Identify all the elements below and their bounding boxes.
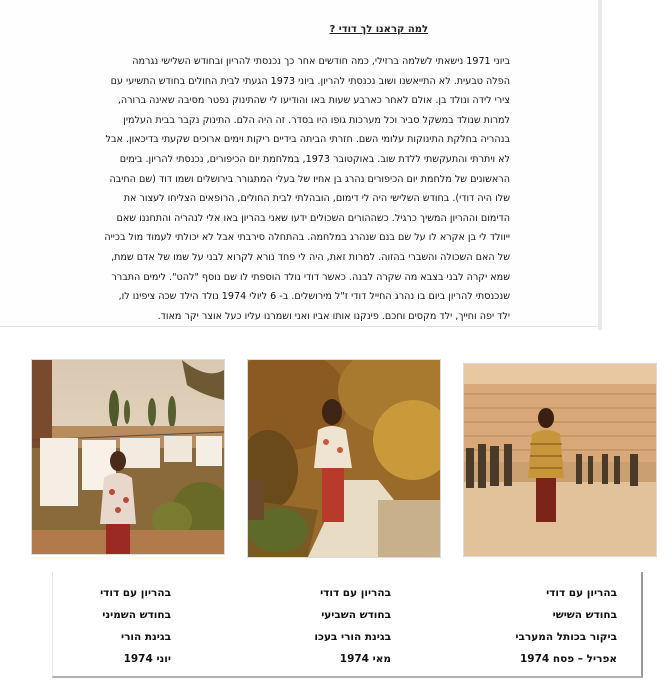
caption-line: בהריון עם דודי: [546, 587, 617, 599]
letter-line: בנהריה בחלקת התינוקות עלומי השם. חזרתי הביתה בידיים ריקות וימים ארוכים שקעתי בדיכאון. אבל: [105, 134, 510, 146]
caption-photo-western-wall: [515, 582, 617, 670]
caption-line: בחודש השישי: [552, 609, 617, 621]
caption-line: אפריל – פסח 1974: [519, 653, 617, 665]
letter-line: של האם השכולה והשברי בהזוה. למרות זאת, היה לי פחד נורא לקרוא לבני על שמו של אדם שמת,: [111, 251, 510, 263]
letter-line: לא ויתרתי והתעקשתי ללדת שוב. באוקטובר 1973, במלחמת יום הכיפורים, נכנסתי להריון. בימים: [119, 153, 510, 165]
caption-photo-garden-path: [314, 582, 391, 670]
page-edge-shadow: [598, 0, 602, 330]
caption-line: מאי 1974: [339, 653, 391, 665]
caption-line: בהריון עם דודי: [100, 587, 171, 599]
photo-garden-path: [248, 360, 440, 557]
letter-line: ילד יפה וחייך, ילד מקסים וחכם. פינקנו אותו אביו ואני ושמרנו עליו כעל אוצר יקר מאוד.: [157, 310, 510, 322]
caption-line: בחודש השביעי: [321, 609, 391, 621]
letter-title: למה קראנו לך דודי ?: [329, 24, 428, 35]
caption-line: יוני 1974: [123, 653, 171, 665]
letter-line: הראשונים של מלחמת יום הכיפורים נהרג בן אחיו של בעלי המתגורר בירושלים ושמו דוד (שם החיבה: [109, 173, 510, 185]
caption-line: בגינת הורי: [120, 631, 171, 643]
letter-line: שנכנסתי להריון ביום בו נהרג החייל דודי ז"ל מירושלים. ב- 6 ליולי 1974 נולד הילד שכה ציפינו לו,: [118, 291, 510, 303]
letter-line: ביוני 1971 נישאתי לשלמה ברזילי, כמה חודשים אחר כך נכנסתי להריון ובחודש השלישי נגרמה: [132, 56, 510, 67]
caption-line: בחודש השמיני: [102, 609, 171, 621]
letter-line: הדימום וההריון המשיך כרגיל. כשההורים השכולים ידעו שאני בהריון באו אלי לנהריה והתחננו שאם: [116, 212, 510, 224]
photo-western-wall: [464, 364, 656, 556]
caption-line: ביקור בכותל המערבי: [515, 631, 617, 643]
letter-line: למרות שנולד במשקל סביר וכל מערכות גופו היו בסדר. זה היה הלם. התינוק נקבר בבית העלמין: [123, 114, 510, 126]
caption-photo-garden-laundry: [100, 582, 171, 670]
caption-line: בהריון עם דודי: [320, 587, 391, 599]
letter-line: צירי לידה ונולד בן. אולם לאחר כארבע שעות באו והודיעו לי שהתינוק נפטר מסיבה שאינה ברורה,: [117, 95, 510, 107]
letter-body: [80, 52, 510, 326]
photo-garden-laundry: [32, 360, 224, 554]
caption-line: בגינת הורי בעכו: [314, 631, 391, 643]
photo-captions-panel: [52, 572, 643, 678]
letter-line: ייוולד לי בן אקרא לו על שם בנם שנהרג במלחמה. בהתחלה סירבתי אבל לא יכולתי לעמוד מול בכייה: [104, 232, 510, 244]
letter-page: [0, 0, 599, 327]
letter-line: שמא יקרה לבני בצבא מה שקרה לבנה. כאשר דודי נולד הוספתי לו שם נוסף "להט". לימים התברר: [111, 271, 510, 283]
letter-line: הפלה טבעית. לא התייאשנו ושוב נכנסתי להריון. ביוני 1973 הגעתי לבית החולים בחודש התשיעי עם: [110, 75, 510, 87]
letter-line: שלו היה דודי). בחודש השלישי היה לי דימום, הובהלתי לבית החולים, הרופאים הצליחו לעצור את: [123, 193, 510, 205]
